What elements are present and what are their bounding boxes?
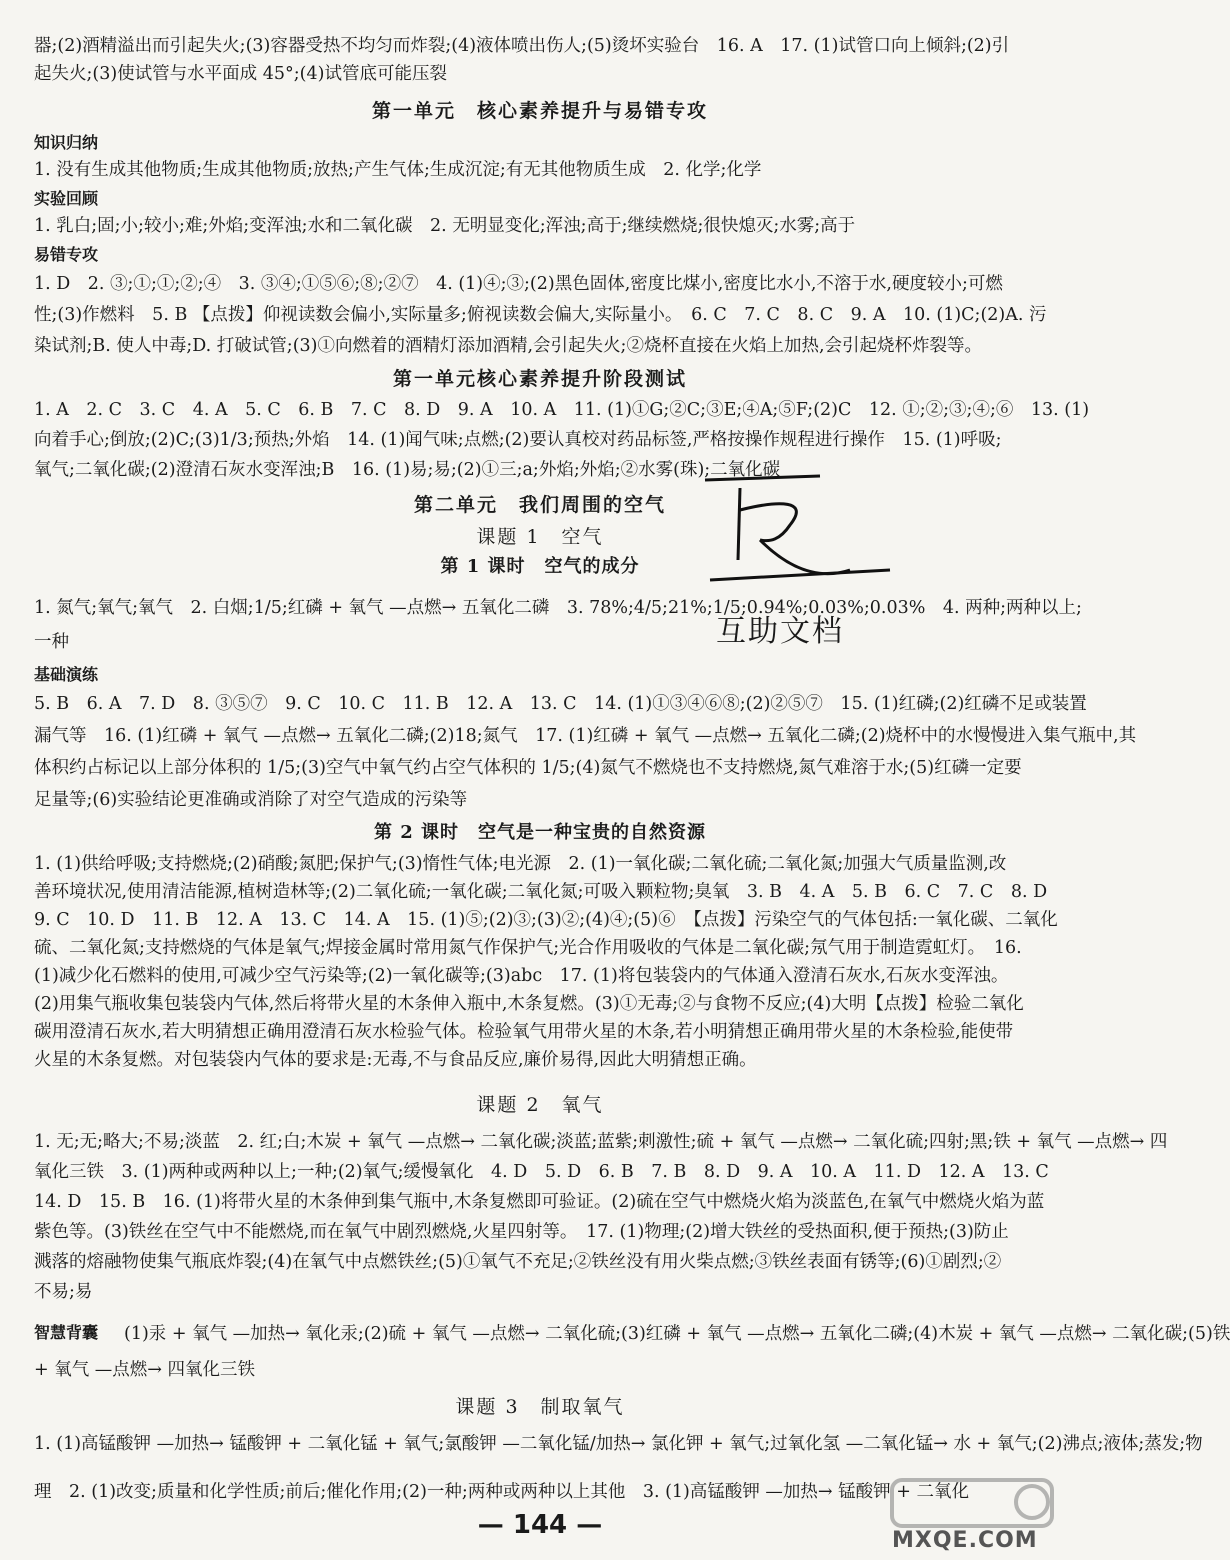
page-number: — 144 — — [477, 1510, 603, 1540]
text-line: + 氧气 —点燃→ 四氧化三铁 — [34, 1360, 256, 1380]
period-title: 第 2 课时 空气是一种宝贵的自然资源 — [373, 822, 707, 843]
text-line: 漏气等 16. (1)红磷 + 氧气 —点燃→ 五氧化二磷;(2)18;氮气 17. (1)红磷 + 氧气 —点燃→ 五氧化二磷;(2)烧杯中的水慢慢进入集气瓶中,其 — [34, 726, 1137, 746]
text-line: 足量等;(6)实验结论更准确或消除了对空气造成的污染等 — [34, 790, 468, 810]
text-line: 1. (1)高锰酸钾 —加热→ 锰酸钾 + 二氧化锰 + 氧气;氯酸钾 —二氧化锰/加热→ 氯化钾 + 氧气;过氧化氢 —二氧化锰→ 水 + 氧气;(2)沸点;液体;蒸发;物 — [34, 1434, 1203, 1454]
text-line: 9. C 10. D 11. B 12. A 13. C 14. A 15. (1)⑤;(2)③;(3)②;(4)④;(5)⑥ 【点拨】污染空气的气体包括:一氧化碳、二氧化 — [34, 910, 1058, 930]
text-line: 向着手心;倒放;(2)C;(3)1/3;预热;外焰 14. (1)闻气味;点燃;(2)要认真校对药品标签,严格按操作规程进行操作 15. (1)呼吸; — [34, 430, 1002, 450]
label-wisdom: 智慧背囊 — [34, 1323, 99, 1342]
page-number-value: 144 — [512, 1510, 568, 1540]
text-line: 1. A 2. C 3. C 4. A 5. C 6. B 7. C 8. D 9. A 10. A 11. (1)①G;②C;③E;④A;⑤F;(2)C 12. ①;②;③;④;⑥ 13. (1) — [34, 400, 1090, 420]
text-line: 1. 乳白;固;小;较小;难;外焰;变浑浊;水和二氧化碳 2. 无明显变化;浑浊;高于;继续燃烧;很快熄灭;水雾;高于 — [34, 216, 856, 236]
watermark-text: MXQE.COM — [892, 1528, 1038, 1553]
text-line: 1. (1)供给呼吸;支持燃烧;(2)硝酸;氮肥;保护气;(3)惰性气体;电光源 2. (1)一氧化碳;二氧化硫;二氧化氮;加强大气质量监测,改 — [34, 854, 1007, 874]
text-line: 体积约占标记以上部分体积的 1/5;(3)空气中氧气约占空气体积的 1/5;(4)氮气不燃烧也不支持燃烧,氮气难溶于水;(5)红磷一定要 — [34, 758, 1022, 778]
text-line: (2)用集气瓶收集包装袋内气体,然后将带火星的木条伸入瓶中,木条复燃。(3)①无毒;②与食物不反应;(4)大明【点拨】检验二氧化 — [34, 994, 1024, 1014]
label-knowledge: 知识归纳 — [34, 133, 99, 152]
text-line: 器;(2)酒精溢出而引起失火;(3)容器受热不均匀而炸裂;(4)液体喷出伤人;(5)烫坏实验台 16. A 17. (1)试管口向上倾斜;(2)引 — [34, 36, 1010, 56]
section-title: 第一单元 核心素养提升与易错专攻 — [371, 100, 708, 122]
label-errors: 易错专攻 — [34, 245, 99, 264]
period-title: 第 1 课时 空气的成分 — [440, 556, 640, 577]
text-line: 溅落的熔融物使集气瓶底炸裂;(4)在氧气中点燃铁丝;(5)①氧气不充足;②铁丝没有用火柴点燃;③铁丝表面有锈等;(6)①剧烈;② — [34, 1252, 1002, 1272]
text-line: 1. D 2. ③;①;①;②;④ 3. ③④;①⑤⑥;⑧;②⑦ 4. (1)④;③;(2)黑色固体,密度比煤小,密度比水小,不溶于水,硬度较小;可燃 — [34, 274, 1003, 294]
label-basic: 基础演练 — [34, 665, 99, 684]
lesson-title: 课题 2 氧气 — [476, 1094, 604, 1116]
lesson-title: 课题 1 空气 — [476, 526, 604, 548]
lesson-title: 课题 3 制取氧气 — [455, 1396, 625, 1418]
text-line: 1. 氮气;氧气;氧气 2. 白烟;1/5;红磷 + 氧气 —点燃→ 五氧化二磷 3. 78%;4/5;21%;1/5;0.94%;0.03%;0.03% 4. 两种;两种以上; — [34, 598, 1082, 618]
text-line: 1. 没有生成其他物质;生成其他物质;放热;产生气体;生成沉淀;有无其他物质生成 2. 化学;化学 — [34, 160, 762, 180]
text-line: 氧化三铁 3. (1)两种或两种以上;一种;(2)氧气;缓慢氧化 4. D 5. D 6. B 7. B 8. D 9. A 10. A 11. D 12. A 13. C — [34, 1162, 1049, 1182]
text-line: (1)减少化石燃料的使用,可减少空气污染等;(2)一氧化碳等;(3)abc 17. (1)将包装袋内的气体通入澄清石灰水,石灰水变浑浊。 — [34, 966, 1009, 986]
text-line: 硫、二氧化氮;支持燃烧的气体是氧气;焊接金属时常用氮气作保护气;光合作用吸收的气体是二氧化碳;氖气用于制造霓虹灯。 16. — [34, 938, 1022, 958]
text-line: 5. B 6. A 7. D 8. ③⑤⑦ 9. C 10. C 11. B 12. A 13. C 14. (1)①③④⑥⑧;(2)②⑤⑦ 15. (1)红磷;(2)红磷不足或装置 — [34, 694, 1087, 714]
text-line: 碳用澄清石灰水,若大明猜想正确用澄清石灰水检验气体。检验氧气用带火星的木条,若小明猜想正确用带火星的木条检验,能使带 — [34, 1022, 1014, 1042]
text-line: 1. 无;无;略大;不易;淡蓝 2. 红;白;木炭 + 氧气 —点燃→ 二氧化碳;淡蓝;蓝紫;刺激性;硫 + 氧气 —点燃→ 二氧化硫;四射;黑;铁 + 氧气 —点燃→ 四 — [34, 1132, 1168, 1152]
text-line: 14. D 15. B 16. (1)将带火星的木条伸到集气瓶中,木条复燃即可验证。(2)硫在空气中燃烧火焰为淡蓝色,在氧气中燃烧火焰为蓝 — [34, 1192, 1045, 1212]
text-line: 不易;易 — [34, 1282, 93, 1302]
text-line: (1)汞 + 氧气 —加热→ 氧化汞;(2)硫 + 氧气 —点燃→ 二氧化硫;(3)红磷 + 氧气 —点燃→ 五氧化二磷;(4)木炭 + 氧气 —点燃→ 二氧化碳;(5)铁 — [124, 1324, 1230, 1344]
text-line: 染试剂;B. 使人中毒;D. 打破试管;(3)①向燃着的酒精灯添加酒精,会引起失火;②烧杯直接在火焰上加热,会引起烧杯炸裂等。 — [34, 336, 983, 356]
text-line: 氧气;二氧化碳;(2)澄清石灰水变浑浊;B 16. (1)易;易;(2)①三;a;外焰;外焰;②水雾(珠);二氧化碳 — [34, 460, 781, 480]
label-experiment: 实验回顾 — [34, 189, 99, 208]
text-line: 一种 — [34, 632, 69, 652]
text-line: 善环境状况,使用清洁能源,植树造林等;(2)二氧化硫;一氧化碳;二氧化氮;可吸入颗粒物;臭氧 3. B 4. A 5. B 6. C 7. C 8. D — [34, 882, 1048, 902]
unit-title: 第二单元 我们周围的空气 — [413, 494, 666, 516]
stamp-text: 互助文档 — [716, 614, 844, 649]
section-title: 第一单元核心素养提升阶段测试 — [392, 368, 687, 390]
text-line: 性;(3)作燃料 5. B 【点拨】仰视读数会偏小,实际量多;俯视读数会偏大,实际量小。 6. C 7. C 8. C 9. A 10. (1)C;(2)A. 污 — [34, 305, 1047, 325]
text-line: 起失火;(3)使试管与水平面成 45°;(4)试管底可能压裂 — [34, 64, 447, 84]
text-line: 理 2. (1)改变;质量和化学性质;前后;催化作用;(2)一种;两种或两种以上其他 3. (1)高锰酸钾 —加热→ 锰酸钾 + 二氧化 — [34, 1482, 969, 1502]
text-line: 紫色等。(3)铁丝在空气中不能燃烧,而在氧气中剧烈燃烧,火星四射等。 17. (1)物理;(2)增大铁丝的受热面积,便于预热;(3)防止 — [34, 1222, 1009, 1242]
text-line: 火星的木条复燃。对包装袋内气体的要求是:无毒,不与食品反应,廉价易得,因此大明猜想正确。 — [34, 1050, 757, 1070]
